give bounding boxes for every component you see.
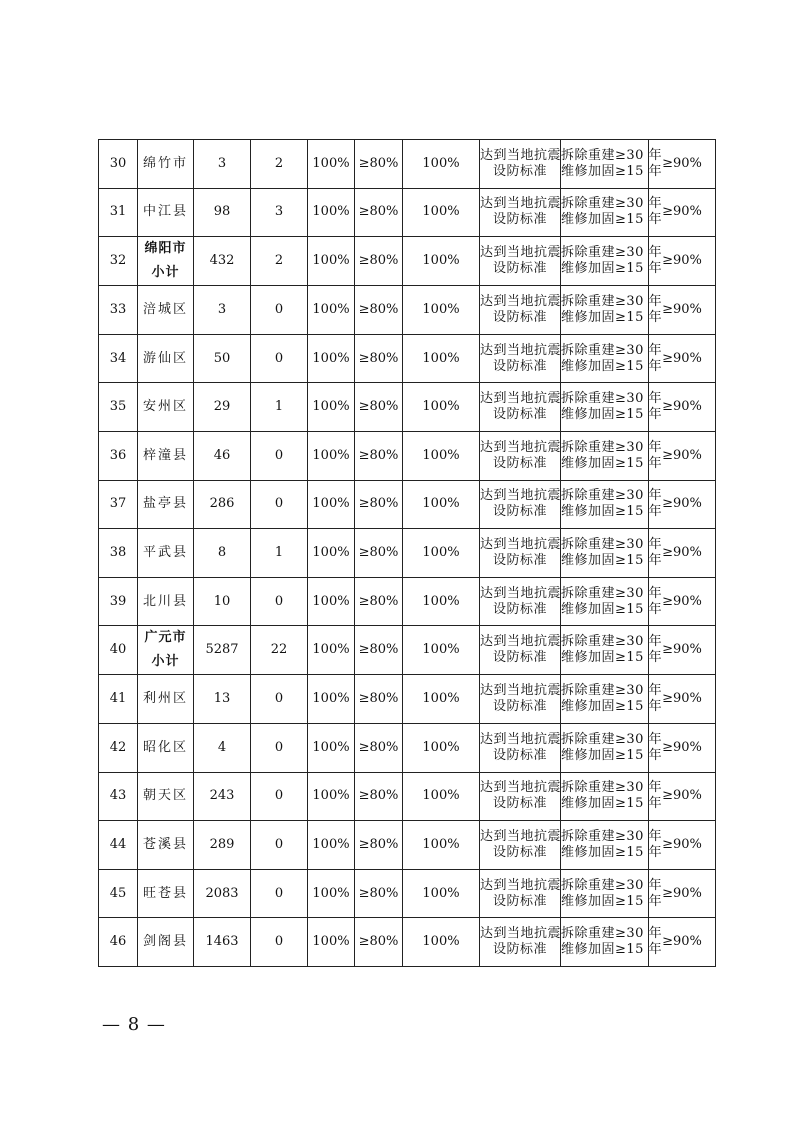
rate-d-cell: ≥80% (355, 772, 403, 821)
district-name-cell: 盐亭县 (138, 480, 194, 529)
count-b-cell: 0 (251, 334, 308, 383)
seismic-standard-line: 设防标准 (492, 504, 547, 520)
seismic-standard-cell (480, 869, 561, 918)
service-life-line: 维修加固≥15 年 (561, 261, 663, 277)
seismic-standard-cell (480, 772, 561, 821)
service-life-line: 拆除重建≥30 年 (561, 683, 663, 699)
count-a-cell: 5287 (194, 626, 251, 675)
rate-e-cell: 100% (403, 480, 480, 529)
service-life-cell (561, 480, 663, 529)
service-life-cell (561, 383, 663, 432)
rate-d-cell: ≥80% (355, 723, 403, 772)
rate-f-cell: ≥90% (649, 918, 716, 967)
seismic-standard-line: 设防标准 (492, 552, 547, 568)
row-number-cell: 41 (99, 675, 138, 724)
row-number-cell: 36 (99, 431, 138, 480)
rate-f-cell: ≥90% (649, 286, 716, 335)
row-number-cell: 35 (99, 383, 138, 432)
count-b-cell: 3 (251, 188, 308, 237)
seismic-standard-line: 设防标准 (492, 358, 547, 374)
district-name-cell: 苍溪县 (138, 821, 194, 870)
rate-c-cell: 100% (308, 431, 355, 480)
table-row (99, 723, 716, 772)
rate-f-cell: ≥90% (649, 723, 716, 772)
service-life-line: 维修加固≥15 年 (561, 796, 663, 812)
rate-e-cell: 100% (403, 286, 480, 335)
rate-d-cell: ≥80% (355, 334, 403, 383)
rate-c-cell: 100% (308, 821, 355, 870)
seismic-standard-line: 达到当地抗震 (480, 731, 562, 747)
table-row (99, 626, 716, 675)
row-number-cell: 46 (99, 918, 138, 967)
seismic-standard-cell (480, 286, 561, 335)
service-life-cell (561, 918, 663, 967)
rate-c-cell: 100% (308, 237, 355, 286)
count-a-cell: 98 (194, 188, 251, 237)
rate-d-cell: ≥80% (355, 286, 403, 335)
service-life-cell (561, 675, 663, 724)
table-row (99, 869, 716, 918)
service-life-cell (561, 723, 663, 772)
table-body (99, 140, 716, 967)
rate-d-cell: ≥80% (355, 188, 403, 237)
rate-d-cell: ≥80% (355, 140, 403, 189)
row-number-cell: 42 (99, 723, 138, 772)
service-life-line: 拆除重建≥30 年 (561, 342, 663, 358)
service-life-line: 维修加固≥15 年 (561, 163, 663, 179)
count-b-cell: 0 (251, 286, 308, 335)
seismic-standard-line: 达到当地抗震 (480, 342, 562, 358)
row-number-cell: 44 (99, 821, 138, 870)
service-life-cell (561, 577, 663, 626)
seismic-standard-line: 达到当地抗震 (480, 293, 562, 309)
count-b-cell: 1 (251, 529, 308, 578)
seismic-standard-line: 设防标准 (492, 844, 547, 860)
service-life-cell (561, 772, 663, 821)
service-life-line: 拆除重建≥30 年 (561, 926, 663, 942)
seismic-standard-line: 达到当地抗震 (480, 585, 562, 601)
count-b-cell: 0 (251, 821, 308, 870)
rate-d-cell: ≥80% (355, 529, 403, 578)
count-b-cell: 0 (251, 577, 308, 626)
service-life-line: 维修加固≥15 年 (561, 893, 663, 909)
count-a-cell: 50 (194, 334, 251, 383)
rate-e-cell: 100% (403, 188, 480, 237)
count-b-cell: 0 (251, 869, 308, 918)
row-number-cell: 30 (99, 140, 138, 189)
seismic-standard-cell (480, 383, 561, 432)
seismic-standard-cell (480, 431, 561, 480)
seismic-standard-cell (480, 918, 561, 967)
count-a-cell: 8 (194, 529, 251, 578)
rate-d-cell: ≥80% (355, 480, 403, 529)
district-name-cell: 涪城区 (138, 286, 194, 335)
service-life-line: 维修加固≥15 年 (561, 844, 663, 860)
count-a-cell: 2083 (194, 869, 251, 918)
rate-e-cell: 100% (403, 723, 480, 772)
seismic-standard-line: 达到当地抗震 (480, 439, 562, 455)
rate-d-cell: ≥80% (355, 237, 403, 286)
row-number-cell: 33 (99, 286, 138, 335)
data-table (98, 139, 716, 967)
table-row (99, 821, 716, 870)
table-row (99, 237, 716, 286)
service-life-line: 维修加固≥15 年 (561, 455, 663, 471)
rate-d-cell: ≥80% (355, 577, 403, 626)
service-life-line: 拆除重建≥30 年 (561, 585, 663, 601)
service-life-cell (561, 431, 663, 480)
table-row (99, 918, 716, 967)
rate-f-cell: ≥90% (649, 626, 716, 675)
seismic-standard-line: 设防标准 (492, 796, 547, 812)
rate-e-cell: 100% (403, 529, 480, 578)
service-life-line: 维修加固≥15 年 (561, 504, 663, 520)
table-row (99, 529, 716, 578)
count-b-cell: 0 (251, 723, 308, 772)
service-life-line: 维修加固≥15 年 (561, 747, 663, 763)
rate-d-cell: ≥80% (355, 675, 403, 724)
district-name-cell: 剑阁县 (138, 918, 194, 967)
service-life-line: 维修加固≥15 年 (561, 601, 663, 617)
seismic-standard-line: 设防标准 (492, 309, 547, 325)
rate-d-cell: ≥80% (355, 869, 403, 918)
row-number-cell: 39 (99, 577, 138, 626)
service-life-cell (561, 237, 663, 286)
seismic-standard-line: 达到当地抗震 (480, 877, 562, 893)
table-row (99, 334, 716, 383)
seismic-standard-line: 设防标准 (492, 261, 547, 277)
seismic-standard-line: 设防标准 (492, 212, 547, 228)
rate-c-cell: 100% (308, 723, 355, 772)
rate-f-cell: ≥90% (649, 772, 716, 821)
service-life-line: 维修加固≥15 年 (561, 309, 663, 325)
seismic-standard-line: 设防标准 (492, 601, 547, 617)
table-row (99, 286, 716, 335)
service-life-line: 维修加固≥15 年 (561, 407, 663, 423)
count-a-cell: 3 (194, 286, 251, 335)
page-number: — 8 — (102, 1014, 166, 1035)
rate-e-cell: 100% (403, 772, 480, 821)
rate-f-cell: ≥90% (649, 480, 716, 529)
rate-e-cell: 100% (403, 431, 480, 480)
rate-f-cell: ≥90% (649, 529, 716, 578)
rate-d-cell: ≥80% (355, 383, 403, 432)
district-name-cell: 旺苍县 (138, 869, 194, 918)
service-life-line: 拆除重建≥30 年 (561, 877, 663, 893)
seismic-standard-line: 达到当地抗震 (480, 147, 562, 163)
district-name-cell: 北川县 (138, 577, 194, 626)
count-a-cell: 432 (194, 237, 251, 286)
seismic-standard-line: 设防标准 (492, 893, 547, 909)
service-life-cell (561, 140, 663, 189)
district-name-cell: 利州区 (138, 675, 194, 724)
count-b-cell: 0 (251, 918, 308, 967)
seismic-standard-line: 达到当地抗震 (480, 780, 562, 796)
service-life-line: 维修加固≥15 年 (561, 358, 663, 374)
rate-e-cell: 100% (403, 869, 480, 918)
seismic-standard-line: 设防标准 (492, 407, 547, 423)
count-b-cell: 0 (251, 772, 308, 821)
rate-c-cell: 100% (308, 140, 355, 189)
service-life-line: 拆除重建≥30 年 (561, 391, 663, 407)
service-life-line: 拆除重建≥30 年 (561, 780, 663, 796)
rate-c-cell: 100% (308, 626, 355, 675)
district-name-cell: 昭化区 (138, 723, 194, 772)
count-a-cell: 10 (194, 577, 251, 626)
table-row (99, 675, 716, 724)
rate-f-cell: ≥90% (649, 869, 716, 918)
count-b-cell: 0 (251, 480, 308, 529)
service-life-line: 维修加固≥15 年 (561, 552, 663, 568)
rate-c-cell: 100% (308, 577, 355, 626)
count-b-cell: 0 (251, 431, 308, 480)
rate-f-cell: ≥90% (649, 675, 716, 724)
table-row (99, 480, 716, 529)
rate-e-cell: 100% (403, 626, 480, 675)
seismic-standard-line: 达到当地抗震 (480, 245, 562, 261)
rate-e-cell: 100% (403, 383, 480, 432)
seismic-standard-line: 设防标准 (492, 699, 547, 715)
district-name-cell: 中江县 (138, 188, 194, 237)
service-life-line: 拆除重建≥30 年 (561, 196, 663, 212)
count-a-cell: 29 (194, 383, 251, 432)
row-number-cell: 40 (99, 626, 138, 675)
row-number-cell: 31 (99, 188, 138, 237)
rate-c-cell: 100% (308, 334, 355, 383)
service-life-cell (561, 286, 663, 335)
count-b-cell: 2 (251, 140, 308, 189)
service-life-cell (561, 334, 663, 383)
row-number-cell: 38 (99, 529, 138, 578)
service-life-line: 拆除重建≥30 年 (561, 293, 663, 309)
count-b-cell: 2 (251, 237, 308, 286)
seismic-standard-cell (480, 334, 561, 383)
rate-c-cell: 100% (308, 675, 355, 724)
row-number-cell: 37 (99, 480, 138, 529)
count-b-cell: 1 (251, 383, 308, 432)
rate-d-cell: ≥80% (355, 431, 403, 480)
seismic-standard-cell (480, 140, 561, 189)
service-life-cell (561, 821, 663, 870)
count-a-cell: 286 (194, 480, 251, 529)
count-a-cell: 13 (194, 675, 251, 724)
table-row (99, 383, 716, 432)
district-name-cell: 梓潼县 (138, 431, 194, 480)
count-a-cell: 3 (194, 140, 251, 189)
rate-c-cell: 100% (308, 869, 355, 918)
rate-c-cell: 100% (308, 918, 355, 967)
service-life-line: 拆除重建≥30 年 (561, 439, 663, 455)
seismic-standard-line: 达到当地抗震 (480, 683, 562, 699)
service-life-line: 拆除重建≥30 年 (561, 488, 663, 504)
district-name-cell: 安州区 (138, 383, 194, 432)
count-a-cell: 46 (194, 431, 251, 480)
district-name-cell: 绵竹市 (138, 140, 194, 189)
seismic-standard-line: 设防标准 (492, 163, 547, 179)
rate-d-cell: ≥80% (355, 918, 403, 967)
rate-c-cell: 100% (308, 772, 355, 821)
rate-f-cell: ≥90% (649, 140, 716, 189)
row-number-cell: 32 (99, 237, 138, 286)
count-b-cell: 0 (251, 675, 308, 724)
row-number-cell: 43 (99, 772, 138, 821)
seismic-standard-cell (480, 188, 561, 237)
service-life-line: 拆除重建≥30 年 (561, 634, 663, 650)
district-name-cell: 广元市 小计 (138, 626, 194, 675)
service-life-line: 维修加固≥15 年 (561, 942, 663, 958)
rate-d-cell: ≥80% (355, 821, 403, 870)
rate-e-cell: 100% (403, 577, 480, 626)
rate-c-cell: 100% (308, 286, 355, 335)
table-row (99, 431, 716, 480)
seismic-standard-line: 达到当地抗震 (480, 488, 562, 504)
seismic-standard-cell (480, 480, 561, 529)
service-life-line: 拆除重建≥30 年 (561, 147, 663, 163)
rate-c-cell: 100% (308, 383, 355, 432)
rate-f-cell: ≥90% (649, 431, 716, 480)
rate-c-cell: 100% (308, 188, 355, 237)
rate-c-cell: 100% (308, 480, 355, 529)
count-a-cell: 289 (194, 821, 251, 870)
service-life-cell (561, 188, 663, 237)
seismic-standard-line: 设防标准 (492, 942, 547, 958)
seismic-standard-cell (480, 529, 561, 578)
service-life-line: 拆除重建≥30 年 (561, 731, 663, 747)
service-life-line: 拆除重建≥30 年 (561, 536, 663, 552)
service-life-line: 拆除重建≥30 年 (561, 245, 663, 261)
service-life-line: 维修加固≥15 年 (561, 699, 663, 715)
district-name-cell: 平武县 (138, 529, 194, 578)
rate-f-cell: ≥90% (649, 383, 716, 432)
count-b-cell: 22 (251, 626, 308, 675)
service-life-line: 维修加固≥15 年 (561, 650, 663, 666)
seismic-standard-cell (480, 821, 561, 870)
seismic-standard-cell (480, 723, 561, 772)
count-a-cell: 243 (194, 772, 251, 821)
rate-f-cell: ≥90% (649, 821, 716, 870)
seismic-standard-line: 设防标准 (492, 455, 547, 471)
seismic-standard-cell (480, 675, 561, 724)
seismic-standard-line: 达到当地抗震 (480, 828, 562, 844)
rate-f-cell: ≥90% (649, 188, 716, 237)
service-life-cell (561, 626, 663, 675)
seismic-standard-line: 达到当地抗震 (480, 196, 562, 212)
seismic-standard-cell (480, 237, 561, 286)
row-number-cell: 45 (99, 869, 138, 918)
district-name-cell: 游仙区 (138, 334, 194, 383)
rate-c-cell: 100% (308, 529, 355, 578)
table-row (99, 577, 716, 626)
service-life-line: 拆除重建≥30 年 (561, 828, 663, 844)
rate-d-cell: ≥80% (355, 626, 403, 675)
table-row (99, 188, 716, 237)
service-life-cell (561, 869, 663, 918)
count-a-cell: 4 (194, 723, 251, 772)
rate-f-cell: ≥90% (649, 237, 716, 286)
rate-e-cell: 100% (403, 334, 480, 383)
rate-e-cell: 100% (403, 237, 480, 286)
rate-e-cell: 100% (403, 821, 480, 870)
seismic-standard-line: 达到当地抗震 (480, 926, 562, 942)
district-name-cell: 绵阳市 小计 (138, 237, 194, 286)
row-number-cell: 34 (99, 334, 138, 383)
seismic-standard-line: 设防标准 (492, 747, 547, 763)
table-row (99, 772, 716, 821)
rate-e-cell: 100% (403, 675, 480, 724)
seismic-standard-line: 达到当地抗震 (480, 391, 562, 407)
table-row (99, 140, 716, 189)
seismic-standard-cell (480, 626, 561, 675)
seismic-standard-line: 达到当地抗震 (480, 536, 562, 552)
rate-e-cell: 100% (403, 140, 480, 189)
district-name-cell: 朝天区 (138, 772, 194, 821)
rate-e-cell: 100% (403, 918, 480, 967)
seismic-standard-line: 设防标准 (492, 650, 547, 666)
service-life-cell (561, 529, 663, 578)
seismic-standard-cell (480, 577, 561, 626)
rate-f-cell: ≥90% (649, 577, 716, 626)
service-life-line: 维修加固≥15 年 (561, 212, 663, 228)
seismic-standard-line: 达到当地抗震 (480, 634, 562, 650)
rate-f-cell: ≥90% (649, 334, 716, 383)
count-a-cell: 1463 (194, 918, 251, 967)
